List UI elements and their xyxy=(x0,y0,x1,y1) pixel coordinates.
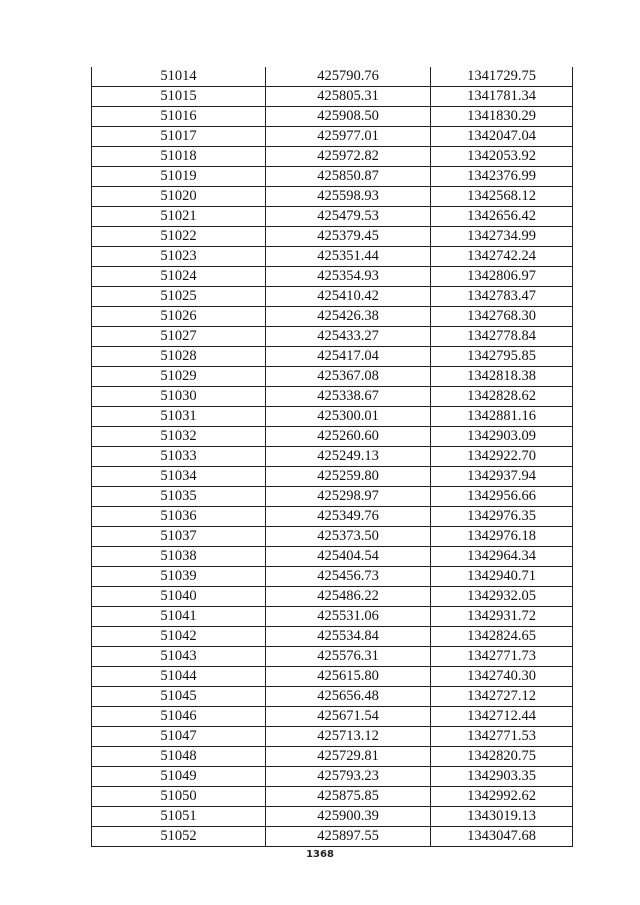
x-coordinate-cell: 425351.44 xyxy=(266,247,431,267)
point-id-cell: 51034 xyxy=(92,467,266,487)
table-row xyxy=(92,307,573,327)
x-coordinate-cell: 425249.13 xyxy=(266,447,431,467)
point-id-cell: 51047 xyxy=(92,727,266,747)
y-coordinate-cell: 1342727.12 xyxy=(431,687,573,707)
y-coordinate-cell: 1342820.75 xyxy=(431,747,573,767)
table-row xyxy=(92,407,573,427)
table-row xyxy=(92,67,573,87)
point-id-cell: 51050 xyxy=(92,787,266,807)
table-row xyxy=(92,87,573,107)
table-row xyxy=(92,647,573,667)
point-id-cell: 51023 xyxy=(92,247,266,267)
y-coordinate-cell: 1341830.29 xyxy=(431,107,573,127)
y-coordinate-cell: 1341781.34 xyxy=(431,87,573,107)
table-row xyxy=(92,267,573,287)
table-row xyxy=(92,387,573,407)
table-row xyxy=(92,807,573,827)
point-id-cell: 51046 xyxy=(92,707,266,727)
y-coordinate-cell: 1342881.16 xyxy=(431,407,573,427)
x-coordinate-cell: 425404.54 xyxy=(266,547,431,567)
point-id-cell: 51052 xyxy=(92,827,266,847)
y-coordinate-cell: 1342778.84 xyxy=(431,327,573,347)
y-coordinate-cell: 1343019.13 xyxy=(431,807,573,827)
x-coordinate-cell: 425850.87 xyxy=(266,167,431,187)
y-coordinate-cell: 1342768.30 xyxy=(431,307,573,327)
x-coordinate-cell: 425367.08 xyxy=(266,367,431,387)
point-id-cell: 51014 xyxy=(92,67,266,87)
point-id-cell: 51037 xyxy=(92,527,266,547)
y-coordinate-cell: 1342047.04 xyxy=(431,127,573,147)
page-number: 1368 xyxy=(306,849,334,860)
y-coordinate-cell: 1342783.47 xyxy=(431,287,573,307)
point-id-cell: 51038 xyxy=(92,547,266,567)
y-coordinate-cell: 1342956.66 xyxy=(431,487,573,507)
table-row xyxy=(92,327,573,347)
x-coordinate-cell: 425410.42 xyxy=(266,287,431,307)
x-coordinate-cell: 425433.27 xyxy=(266,327,431,347)
point-id-cell: 51048 xyxy=(92,747,266,767)
y-coordinate-cell: 1342376.99 xyxy=(431,167,573,187)
table-row xyxy=(92,447,573,467)
x-coordinate-cell: 425897.55 xyxy=(266,827,431,847)
y-coordinate-cell: 1342053.92 xyxy=(431,147,573,167)
table-row xyxy=(92,507,573,527)
x-coordinate-cell: 425790.76 xyxy=(266,67,431,87)
point-id-cell: 51017 xyxy=(92,127,266,147)
point-id-cell: 51039 xyxy=(92,567,266,587)
y-coordinate-cell: 1342712.44 xyxy=(431,707,573,727)
table-row xyxy=(92,347,573,367)
x-coordinate-cell: 425349.76 xyxy=(266,507,431,527)
y-coordinate-cell: 1342903.35 xyxy=(431,767,573,787)
point-id-cell: 51032 xyxy=(92,427,266,447)
table-row xyxy=(92,147,573,167)
point-id-cell: 51033 xyxy=(92,447,266,467)
y-coordinate-cell: 1342828.62 xyxy=(431,387,573,407)
x-coordinate-cell: 425373.50 xyxy=(266,527,431,547)
y-coordinate-cell: 1342818.38 xyxy=(431,367,573,387)
table-row xyxy=(92,587,573,607)
table-row xyxy=(92,767,573,787)
x-coordinate-cell: 425259.80 xyxy=(266,467,431,487)
x-coordinate-cell: 425354.93 xyxy=(266,267,431,287)
x-coordinate-cell: 425972.82 xyxy=(266,147,431,167)
point-id-cell: 51026 xyxy=(92,307,266,327)
x-coordinate-cell: 425656.48 xyxy=(266,687,431,707)
point-id-cell: 51041 xyxy=(92,607,266,627)
point-id-cell: 51035 xyxy=(92,487,266,507)
table-row xyxy=(92,287,573,307)
coordinates-table-body xyxy=(92,67,573,847)
table-row xyxy=(92,727,573,747)
table-row xyxy=(92,687,573,707)
table-row xyxy=(92,747,573,767)
x-coordinate-cell: 425260.60 xyxy=(266,427,431,447)
y-coordinate-cell: 1342931.72 xyxy=(431,607,573,627)
x-coordinate-cell: 425729.81 xyxy=(266,747,431,767)
y-coordinate-cell: 1342795.85 xyxy=(431,347,573,367)
y-coordinate-cell: 1342568.12 xyxy=(431,187,573,207)
y-coordinate-cell: 1341729.75 xyxy=(431,67,573,87)
y-coordinate-cell: 1342903.09 xyxy=(431,427,573,447)
point-id-cell: 51018 xyxy=(92,147,266,167)
point-id-cell: 51040 xyxy=(92,587,266,607)
y-coordinate-cell: 1342940.71 xyxy=(431,567,573,587)
point-id-cell: 51021 xyxy=(92,207,266,227)
y-coordinate-cell: 1342976.35 xyxy=(431,507,573,527)
y-coordinate-cell: 1342992.62 xyxy=(431,787,573,807)
x-coordinate-cell: 425338.67 xyxy=(266,387,431,407)
x-coordinate-cell: 425486.22 xyxy=(266,587,431,607)
x-coordinate-cell: 425456.73 xyxy=(266,567,431,587)
y-coordinate-cell: 1342740.30 xyxy=(431,667,573,687)
point-id-cell: 51036 xyxy=(92,507,266,527)
x-coordinate-cell: 425977.01 xyxy=(266,127,431,147)
table-row xyxy=(92,187,573,207)
y-coordinate-cell: 1342932.05 xyxy=(431,587,573,607)
point-id-cell: 51015 xyxy=(92,87,266,107)
y-coordinate-cell: 1342976.18 xyxy=(431,527,573,547)
table-row xyxy=(92,527,573,547)
point-id-cell: 51028 xyxy=(92,347,266,367)
x-coordinate-cell: 425875.85 xyxy=(266,787,431,807)
y-coordinate-cell: 1342771.73 xyxy=(431,647,573,667)
table-row xyxy=(92,547,573,567)
table-row xyxy=(92,127,573,147)
x-coordinate-cell: 425298.97 xyxy=(266,487,431,507)
x-coordinate-cell: 425615.80 xyxy=(266,667,431,687)
point-id-cell: 51044 xyxy=(92,667,266,687)
point-id-cell: 51027 xyxy=(92,327,266,347)
x-coordinate-cell: 425479.53 xyxy=(266,207,431,227)
y-coordinate-cell: 1342964.34 xyxy=(431,547,573,567)
table-row xyxy=(92,467,573,487)
point-id-cell: 51043 xyxy=(92,647,266,667)
x-coordinate-cell: 425900.39 xyxy=(266,807,431,827)
point-id-cell: 51019 xyxy=(92,167,266,187)
point-id-cell: 51020 xyxy=(92,187,266,207)
point-id-cell: 51029 xyxy=(92,367,266,387)
point-id-cell: 51051 xyxy=(92,807,266,827)
y-coordinate-cell: 1342922.70 xyxy=(431,447,573,467)
y-coordinate-cell: 1342824.65 xyxy=(431,627,573,647)
point-id-cell: 51045 xyxy=(92,687,266,707)
table-row xyxy=(92,427,573,447)
table-row xyxy=(92,567,573,587)
table-row xyxy=(92,367,573,387)
x-coordinate-cell: 425671.54 xyxy=(266,707,431,727)
x-coordinate-cell: 425379.45 xyxy=(266,227,431,247)
x-coordinate-cell: 425531.06 xyxy=(266,607,431,627)
x-coordinate-cell: 425576.31 xyxy=(266,647,431,667)
table-row xyxy=(92,827,573,847)
x-coordinate-cell: 425417.04 xyxy=(266,347,431,367)
x-coordinate-cell: 425300.01 xyxy=(266,407,431,427)
point-id-cell: 51016 xyxy=(92,107,266,127)
point-id-cell: 51031 xyxy=(92,407,266,427)
point-id-cell: 51042 xyxy=(92,627,266,647)
table-row xyxy=(92,167,573,187)
y-coordinate-cell: 1343047.68 xyxy=(431,827,573,847)
point-id-cell: 51025 xyxy=(92,287,266,307)
point-id-cell: 51049 xyxy=(92,767,266,787)
x-coordinate-cell: 425598.93 xyxy=(266,187,431,207)
coordinates-table xyxy=(91,67,573,847)
y-coordinate-cell: 1342742.24 xyxy=(431,247,573,267)
table-row xyxy=(92,627,573,647)
x-coordinate-cell: 425426.38 xyxy=(266,307,431,327)
table-row xyxy=(92,107,573,127)
y-coordinate-cell: 1342656.42 xyxy=(431,207,573,227)
x-coordinate-cell: 425805.31 xyxy=(266,87,431,107)
x-coordinate-cell: 425534.84 xyxy=(266,627,431,647)
x-coordinate-cell: 425793.23 xyxy=(266,767,431,787)
y-coordinate-cell: 1342771.53 xyxy=(431,727,573,747)
y-coordinate-cell: 1342806.97 xyxy=(431,267,573,287)
x-coordinate-cell: 425908.50 xyxy=(266,107,431,127)
table-row xyxy=(92,487,573,507)
point-id-cell: 51024 xyxy=(92,267,266,287)
table-row xyxy=(92,707,573,727)
table-row xyxy=(92,207,573,227)
table-row xyxy=(92,247,573,267)
x-coordinate-cell: 425713.12 xyxy=(266,727,431,747)
y-coordinate-cell: 1342937.94 xyxy=(431,467,573,487)
table-row xyxy=(92,667,573,687)
table-row xyxy=(92,787,573,807)
table-row xyxy=(92,227,573,247)
point-id-cell: 51030 xyxy=(92,387,266,407)
table-row xyxy=(92,607,573,627)
y-coordinate-cell: 1342734.99 xyxy=(431,227,573,247)
point-id-cell: 51022 xyxy=(92,227,266,247)
